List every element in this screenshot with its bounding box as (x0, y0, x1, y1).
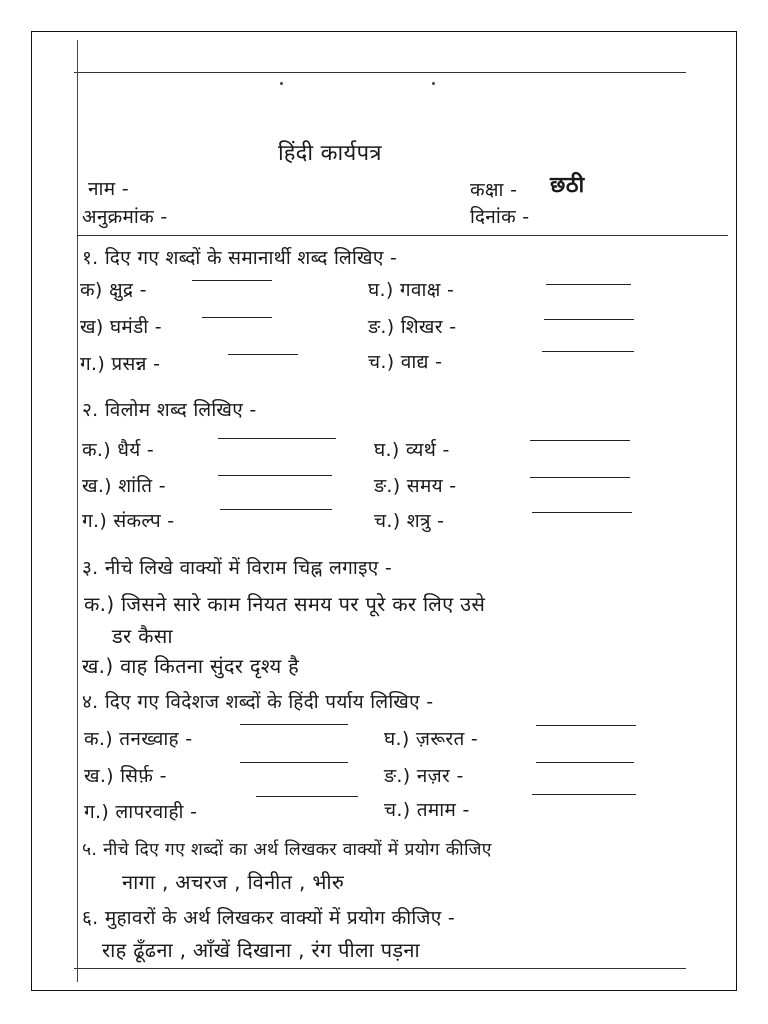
date-label: दिनांक - (470, 206, 530, 228)
q2-item: ख.) शांति - (82, 475, 166, 497)
q4-item: घ.) ज़रूरत - (384, 728, 479, 750)
answer-blank (532, 794, 636, 795)
answer-blank (218, 475, 332, 476)
q4-item: क.) तनख्वाह - (84, 728, 193, 750)
q1-item: ग.) प्रसन्न - (80, 353, 161, 375)
header-rule (77, 235, 728, 236)
answer-blank (218, 438, 336, 439)
answer-blank (202, 317, 272, 318)
q1-item: ङ.) शिखर - (368, 316, 457, 338)
q4-heading: ४. दिए गए विदेशज शब्दों के हिंदी पर्याय लिखिए - (82, 691, 434, 713)
ink-dot (280, 82, 283, 85)
answer-blank (542, 351, 634, 352)
q1-item: ख) घमंडी - (80, 316, 162, 338)
q1-item: घ.) गवाक्ष - (368, 279, 455, 301)
margin-line (77, 40, 78, 982)
answer-blank (544, 319, 634, 320)
q2-item: क.) धैर्य - (82, 439, 155, 461)
answer-blank (256, 796, 358, 797)
q4-item: च.) तमाम - (384, 799, 470, 821)
answer-blank (536, 762, 634, 763)
answer-blank (536, 725, 636, 726)
q3-sentence-b: ख.) वाह कितना सुंदर दृश्य है (82, 654, 300, 678)
answer-blank (532, 512, 632, 513)
answer-blank (220, 509, 332, 510)
q2-item: च.) शत्रु - (374, 510, 445, 532)
class-value: छठी (550, 173, 585, 198)
answer-blank (546, 284, 631, 285)
q3-heading: ३. नीचे लिखे वाक्यों में विराम चिह्न लगाइए - (82, 557, 393, 579)
q2-item: ङ.) समय - (374, 475, 457, 497)
answer-blank (530, 477, 630, 478)
q6-heading: ६. मुहावरों के अर्थ लिखकर वाक्यों में प्रयोग कीजिए - (82, 907, 456, 929)
q1-heading: १. दिए गए शब्दों के समानार्थी शब्द लिखिए - (82, 247, 398, 269)
q3-sentence-a-cont: डर कैसा (112, 624, 173, 648)
bottom-rule (74, 968, 686, 969)
q2-item: ग.) संकल्प - (82, 510, 175, 532)
q4-item: ङ.) नज़र - (384, 765, 464, 787)
q4-item: ख.) सिर्फ़ - (84, 765, 167, 787)
q6-idioms: राह ढूँढना , आँखें दिखाना , रंग पीला पड़ना (102, 938, 420, 962)
q5-heading: ५. नीचे दिए गए शब्दों का अर्थ लिखकर वाक्यों में प्रयोग कीजिए (82, 840, 492, 860)
name-label: नाम - (88, 178, 129, 200)
answer-blank (192, 280, 272, 281)
q1-item: क) क्षुद्र - (80, 279, 147, 301)
roll-number-label: अनुक्रमांक - (82, 206, 168, 228)
answer-blank (530, 440, 630, 441)
answer-blank (240, 762, 348, 763)
q4-item: ग.) लापरवाही - (84, 801, 198, 823)
answer-blank (240, 724, 348, 725)
worksheet-page (31, 31, 737, 991)
q1-item: च.) वाद्य - (368, 351, 443, 373)
q2-heading: २. विलोम शब्द लिखिए - (82, 399, 257, 421)
top-rule (74, 72, 686, 73)
ink-dot (432, 82, 435, 85)
worksheet-title: हिंदी कार्यपत्र (278, 141, 382, 166)
answer-blank (228, 354, 298, 355)
class-label: कक्षा - (470, 179, 518, 201)
q5-words: नागा , अचरज , विनीत , भीरु (122, 870, 345, 894)
q2-item: घ.) व्यर्थ - (374, 439, 450, 461)
q3-sentence-a: क.) जिसने सारे काम नियत समय पर पूरे कर लिए उसे (84, 592, 486, 616)
